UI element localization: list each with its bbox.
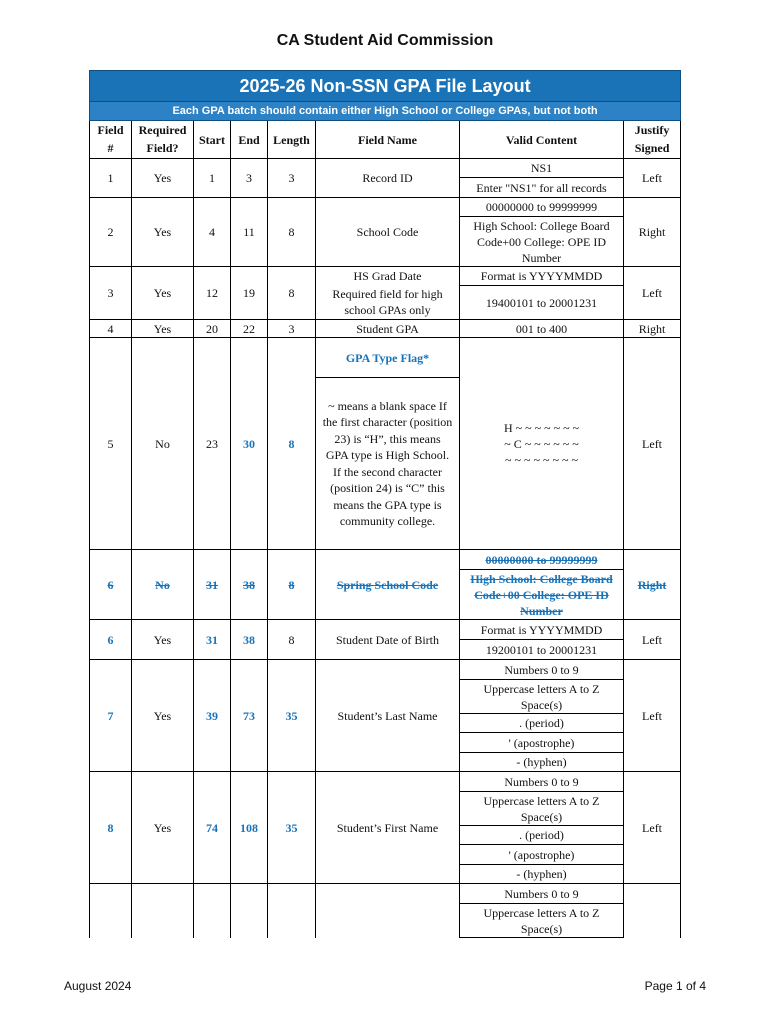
cell-field-name: Student’s First Name	[316, 772, 460, 884]
cell-required: Yes	[132, 320, 194, 338]
cell-length-empty	[268, 884, 316, 938]
cell-valid-content	[460, 338, 624, 550]
cell-valid-content: 19200101 to 20001231	[460, 640, 624, 660]
cell-valid-content: Uppercase letters A to Z Space(s)	[460, 680, 624, 714]
cell-required-empty	[132, 884, 194, 938]
valid-pattern-high-school: H ~ ~ ~ ~ ~ ~ ~	[503, 420, 580, 435]
cell-start-empty	[194, 884, 231, 938]
cell-justify: Left	[624, 159, 681, 198]
cell-required: Yes	[132, 772, 194, 884]
cell-field-num-empty	[90, 884, 132, 938]
cell-required: Yes	[132, 198, 194, 267]
header-start: Start	[194, 121, 231, 159]
cell-justify-empty	[624, 884, 681, 938]
cell-valid-content: Enter "NS1" for all records	[460, 178, 624, 198]
cell-valid-content: Numbers 0 to 9	[460, 884, 624, 904]
cell-start: 74	[194, 772, 231, 884]
cell-length: 35	[268, 772, 316, 884]
cell-start: 39	[194, 660, 231, 772]
cell-valid-content: Numbers 0 to 9	[460, 772, 624, 792]
cell-field-name-empty	[316, 884, 460, 938]
cell-field-num: 5	[90, 338, 132, 550]
table-title: 2025-26 Non-SSN GPA File Layout	[90, 71, 681, 102]
cell-required: No	[132, 338, 194, 550]
cell-field-num: 7	[90, 660, 132, 772]
cell-length: 8	[268, 267, 316, 320]
cell-valid-content: . (period)	[460, 826, 624, 845]
cell-field-name: Record ID	[316, 159, 460, 198]
cell-start: 12	[194, 267, 231, 320]
cell-field-name: GPA Type Flag*	[316, 338, 460, 378]
cell-justify: Left	[624, 772, 681, 884]
cell-justify: Left	[624, 660, 681, 772]
cell-start: 23	[194, 338, 231, 550]
cell-field-num: 2	[90, 198, 132, 267]
header-required-1: Required	[132, 121, 194, 139]
cell-field-name-note: Required field for high school GPAs only	[316, 286, 460, 320]
gpa-layout-table	[89, 70, 681, 938]
cell-valid-content: 00000000 to 99999999	[460, 550, 624, 570]
cell-valid-content: ' (apostrophe)	[460, 733, 624, 753]
cell-start: 20	[194, 320, 231, 338]
table-subtitle: Each GPA batch should contain either High School or College GPAs, but not both	[90, 102, 681, 121]
cell-end: 108	[231, 772, 268, 884]
cell-field-name: Student Date of Birth	[316, 620, 460, 660]
cell-end: 3	[231, 159, 268, 198]
cell-length: 3	[268, 159, 316, 198]
cell-valid-content: Numbers 0 to 9	[460, 660, 624, 680]
cell-valid-content: High School: College Board Code+00 College: OPE ID Number	[460, 217, 624, 267]
layout-table-wrapper	[89, 70, 680, 938]
header-field-2: #	[90, 139, 132, 159]
cell-valid-content: Format is YYYYMMDD	[460, 620, 624, 640]
cell-length: 8	[268, 550, 316, 620]
document-title: CA Student Aid Commission	[276, 32, 494, 49]
cell-start: 31	[194, 620, 231, 660]
cell-required: Yes	[132, 620, 194, 660]
cell-field-num: 1	[90, 159, 132, 198]
cell-justify: Left	[624, 338, 681, 550]
cell-field-name: Student’s Last Name	[316, 660, 460, 772]
cell-end: 22	[231, 320, 268, 338]
cell-field-num: 4	[90, 320, 132, 338]
cell-end: 38	[231, 550, 268, 620]
cell-valid-content: Uppercase letters A to Z Space(s)	[460, 904, 624, 938]
valid-pattern-college: ~ C ~ ~ ~ ~ ~ ~	[504, 436, 579, 451]
cell-required: Yes	[132, 267, 194, 320]
header-valid-content: Valid Content	[460, 121, 624, 159]
cell-field-num: 6	[90, 620, 132, 660]
cell-end-empty	[231, 884, 268, 938]
header-end: End	[231, 121, 268, 159]
header-required-2: Field?	[132, 139, 194, 159]
cell-required: Yes	[132, 660, 194, 772]
cell-justify: Left	[624, 620, 681, 660]
cell-justify: Left	[624, 267, 681, 320]
cell-justify: Right	[624, 320, 681, 338]
cell-field-name: School Code	[316, 198, 460, 267]
header-field-1: Field	[90, 121, 132, 139]
cell-valid-content: - (hyphen)	[460, 753, 624, 772]
cell-justify: Right	[624, 550, 681, 620]
cell-field-name: Spring School Code	[316, 550, 460, 620]
header-justify-1: Justify	[624, 121, 681, 139]
cell-end: 19	[231, 267, 268, 320]
cell-valid-content: Uppercase letters A to Z Space(s)	[460, 792, 624, 826]
cell-length: 8	[268, 198, 316, 267]
cell-field-num: 3	[90, 267, 132, 320]
cell-field-name: HS Grad Date	[316, 267, 460, 286]
header-length: Length	[268, 121, 316, 159]
cell-length: 35	[268, 660, 316, 772]
cell-field-num: 6	[90, 550, 132, 620]
footer-date: August 2024	[64, 979, 132, 993]
cell-length: 8	[268, 620, 316, 660]
valid-pattern-blank: ~ ~ ~ ~ ~ ~ ~ ~	[505, 452, 578, 467]
header-field-name: Field Name	[316, 121, 460, 159]
cell-valid-content: 00000000 to 99999999	[460, 198, 624, 217]
cell-required: No	[132, 550, 194, 620]
cell-end: 11	[231, 198, 268, 267]
cell-valid-content: 001 to 400	[460, 320, 624, 338]
cell-length: 3	[268, 320, 316, 338]
cell-valid-content: ' (apostrophe)	[460, 845, 624, 865]
cell-valid-content: 19400101 to 20001231	[460, 286, 624, 320]
cell-length: 8	[268, 338, 316, 550]
header-justify-2: Signed	[624, 139, 681, 159]
cell-valid-content: High School: College Board Code+00 College: OPE ID Number	[460, 570, 624, 620]
cell-start: 1	[194, 159, 231, 198]
cell-field-num: 8	[90, 772, 132, 884]
cell-field-description: ~ means a blank space If the first character (position 23) is “H”, this means GPA type is High School. If the second character (position 24) is “C” this means the GPA type is community college.	[316, 378, 460, 550]
cell-end: 30	[231, 338, 268, 550]
cell-valid-content: Format is YYYYMMDD	[460, 267, 624, 286]
cell-start: 4	[194, 198, 231, 267]
cell-required: Yes	[132, 159, 194, 198]
cell-justify: Right	[624, 198, 681, 267]
cell-valid-content: NS1	[460, 159, 624, 178]
footer-page-number: Page 1 of 4	[644, 979, 706, 993]
cell-valid-content: - (hyphen)	[460, 865, 624, 884]
cell-field-name: Student GPA	[316, 320, 460, 338]
cell-end: 38	[231, 620, 268, 660]
cell-valid-content: . (period)	[460, 714, 624, 733]
cell-end: 73	[231, 660, 268, 772]
cell-start: 31	[194, 550, 231, 620]
